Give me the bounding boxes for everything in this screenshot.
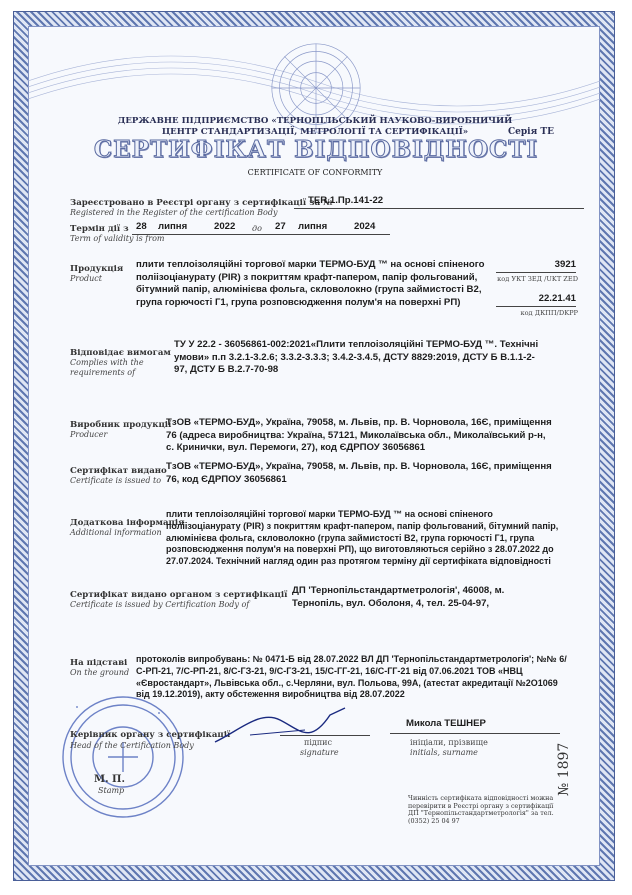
requirements-text: ТУ У 22.2 - 36056861-002:2021«Плити теплоізоляційні ТЕРМО-БУД ™. Технічні умови» п.п 3.2.1-3.2.6; 3.3.2-3.3.3; 3.4.2-3.4.5, ДСТУ 8829:2019, ДСТУ Б В.1.1-2-97, ДСТУ Б В.2.7-70-98: [174, 339, 539, 376]
basis-label: На підставі: [70, 658, 128, 668]
initials-label: ініціали, прізвище: [410, 738, 488, 747]
basis-label-en: On the ground: [70, 668, 130, 677]
issued-by-text: ДП 'Тернопільстандартметрологія', 46008, м. Тернопіль, вул. Оболоня, 4, тел. 25-04-97,: [292, 585, 505, 609]
code-dkpp: 22.21.41: [538, 293, 576, 304]
registration-underline: [294, 208, 584, 209]
registration-number: TER.1.Пр.141-22: [308, 195, 384, 206]
issued-to-label: Сертифікат видано: [70, 466, 167, 476]
requirements-label: Відповідає вимогам: [70, 348, 171, 358]
signature-line: [280, 735, 370, 736]
validity-from-month: липня: [158, 221, 188, 232]
additional-info-label-en: Additional information: [70, 528, 162, 537]
initials-label-en: initials, surname: [410, 748, 478, 757]
registration-label: Зареєстровано в Реєстрі органу з сертифікації за №: [70, 198, 333, 208]
code-ukt-zed: 3921: [554, 259, 576, 270]
validity-to-day: 27: [275, 221, 286, 232]
validity-from-day: 28: [136, 221, 147, 232]
code-dkpp-underline: [496, 306, 576, 307]
requirements-label-en-1: Complies with the: [70, 358, 144, 367]
signature-label: підпис: [304, 738, 332, 747]
serial-number: № 1897: [556, 742, 572, 796]
validity-to-year: 2024: [354, 221, 376, 232]
signatory-name: Микола ТЕШНЕР: [406, 718, 486, 729]
issued-to-text: ТзОВ «ТЕРМО-БУД», Україна, 79058, м. Львів, пр. В. Чорновола, 16Є, приміщення 76, код ЄДРПОУ 36056861: [166, 461, 552, 485]
stamp-place-label: М. П.: [94, 774, 125, 785]
registration-label-en: Registered in the Register of the certification Body: [70, 208, 278, 217]
producer-label-en: Producer: [70, 430, 108, 439]
validity-to-month: липня: [298, 221, 328, 232]
validity-to-label: до: [252, 224, 262, 233]
issued-to-label-en: Certificate is issued to: [70, 476, 162, 485]
validity-from-year: 2022: [214, 221, 236, 232]
producer-text: ТзОВ «ТЕРМО-БУД», Україна, 79058, м. Львів, пр. В. Чорновола, 16Є, приміщення 76 (адреса виробництва: Україна, 57121, Миколаївська обл., Миколаївський р-н, с. Кринички, вул. Перемоги, 27), код ЄДРПОУ 36056861: [166, 417, 552, 454]
stamp-place-label-en: Stamp: [98, 786, 125, 795]
additional-info-text: плити теплоізоляційні торгової марки ТЕРМО-БУД ™ на основі спіненого поліізоціанурату (PIR) з покриттям крафт-папером, папір фольгований, бітумний папір, алюмінієва фольга, скловолокно (група займистості В2, група горючості Г1, група розповсюдження полум'я на поверхні РП), що виготовляються серійно з 28.07.2022 до 27.07.2024. Технічний нагляд один раз протягом терміну дії сертифіката відповідності: [166, 509, 559, 567]
requirements-label-en-2: requirements of: [70, 368, 136, 377]
code-ukt-underline: [496, 272, 576, 273]
basis-text: протоколів випробувань: № 0471-Б від 28.07.2022 ВЛ ДП 'Тернопільстандартметрологія'; №№ 6/С-РП-21, 7/С-РП-21, 8/С-ГЗ-21, 9/С-ГЗ-21, 15/С-ГГ-21, 16/С-ГГ-21 від 07.06.2021 ТОВ «НВЦ «Євростандарт», Львівська обл., с.Черляни, вул. Польова, 99А, (атестат акредитації №2О1069 від 19.12.2019), акту обстеження виробництва від 28.07.2022: [136, 654, 567, 700]
code-dkpp-label: код ДКПП/DKPP: [520, 309, 578, 317]
product-label: Продукція: [70, 264, 124, 274]
issuing-agency: ДЕРЖАВНЕ ПІДПРИЄМСТВО «ТЕРНОПІЛЬСЬКИЙ НАУКОВО-ВИРОБНИЧИЙ ЦЕНТР СТАНДАРТИЗАЦІЇ, МЕТРОЛОГІЇ ТА СЕРТИФІКАЦІЇ»: [117, 116, 513, 137]
validity-label-en: Term of validity is from: [70, 234, 165, 243]
certificate-title: СЕРТИФІКАТ ВІДПОВІДНОСТІ: [93, 136, 539, 163]
validity-label: Термін дії з: [70, 224, 129, 234]
product-text: плити теплоізоляційні торгової марки ТЕРМО-БУД ™ на основі спіненого поліізоціанурату (PIR) з покриттям крафт-папером, папір фольгований, бітумний папір, алюмінієва фольга, скловолокно (група займистості В2, група горючості Г1, група розповсюдження полум'я на поверхні РП): [136, 259, 485, 308]
code-ukt-label: код УКТ ЗЕД /UKT ZED: [497, 275, 578, 283]
issued-by-label-en: Certificate is issued by Certification Body of: [70, 600, 250, 609]
certificate-subtitle: CERTIFICATE OF CONFORMITY: [247, 168, 383, 177]
series-label: Серія ТЕ: [508, 127, 554, 137]
name-line: [390, 733, 560, 734]
head-label: Керівник органу з сертифікації: [70, 730, 231, 740]
verification-note: Чинність сертифіката відповідності можна перевірити в Реєстрі органу з сертифікації ДП "Тернопільстандартметрологія" за тел. (0352) 25 04 97: [408, 794, 554, 825]
validity-underline: [132, 234, 390, 235]
producer-label: Виробник продукції: [70, 420, 172, 430]
signature-label-en: signature: [300, 748, 339, 757]
additional-info-label: Додаткова інформація: [70, 518, 185, 528]
round-stamp: [58, 692, 188, 822]
product-label-en: Product: [70, 274, 102, 283]
issued-by-label: Сертифікат видано органом з сертифікації: [70, 590, 288, 600]
head-label-en: Head of the Certification Body: [70, 741, 194, 750]
